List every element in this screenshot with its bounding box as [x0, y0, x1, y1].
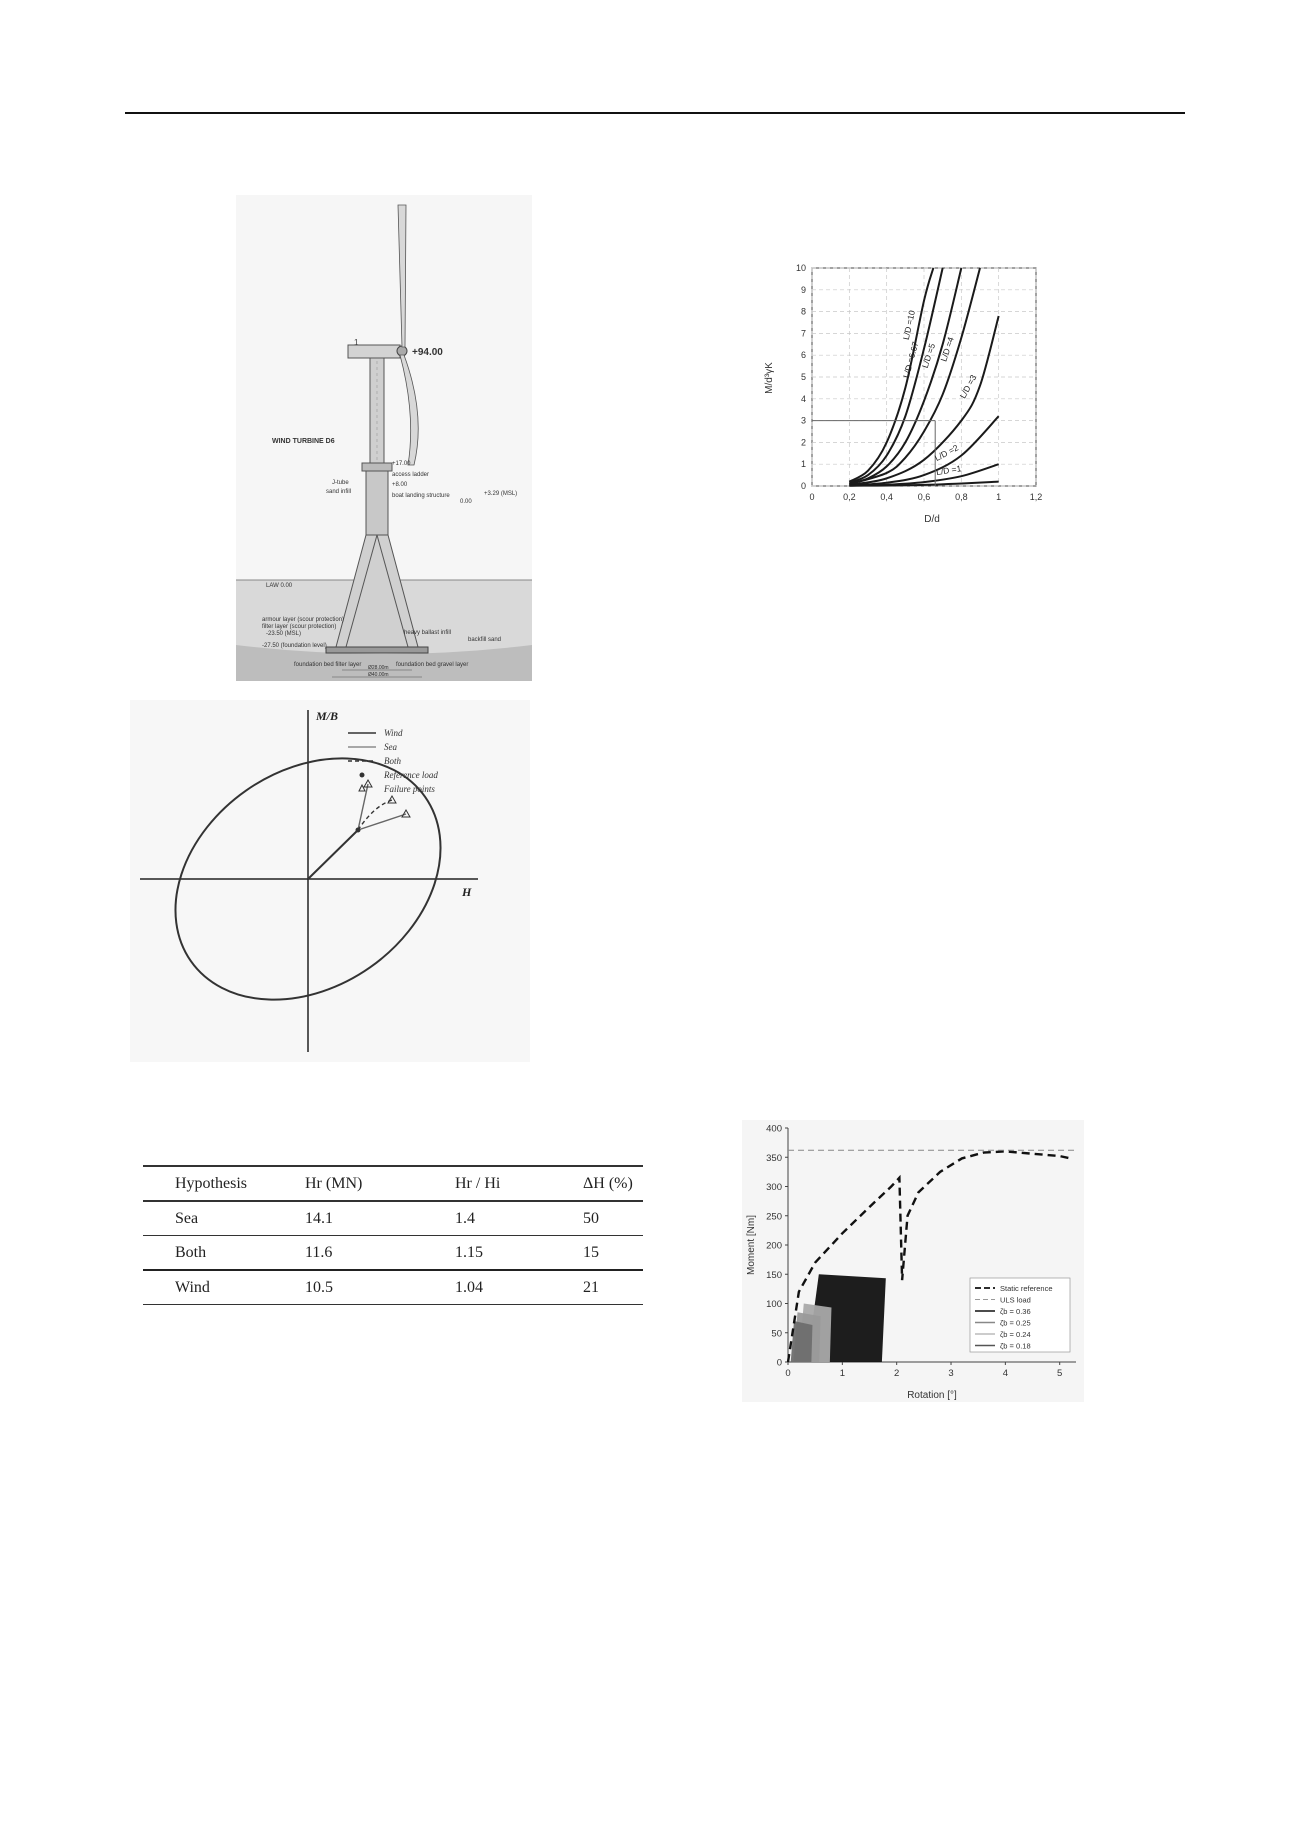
- label-bed-filter: foundation bed filter layer: [294, 662, 362, 668]
- chart1-ytick: 3: [800, 415, 806, 426]
- chart2-legend-label: Static reference: [1000, 1284, 1053, 1293]
- table-header-delta: ΔH (%): [583, 1174, 633, 1192]
- chart2-ylabel: Moment [Nm]: [746, 1214, 757, 1276]
- legend-sea: Sea: [384, 742, 397, 752]
- chart1-ylabel: M/d³γK: [764, 362, 775, 394]
- chart1-ytick: 9: [800, 284, 806, 295]
- legend-both: Both: [384, 756, 401, 766]
- label-dim2: Ø40.00m: [368, 672, 389, 678]
- chart2-ytick: 0: [776, 1357, 782, 1369]
- chart1-ytick: 10: [795, 263, 806, 273]
- chart1-xtick: 0: [809, 492, 815, 502]
- label-access-ladder: access ladder: [392, 472, 430, 478]
- chart1-series-label: L/D =4: [938, 335, 956, 363]
- header-rule: [125, 112, 1185, 114]
- table-cell: 1.4: [455, 1209, 475, 1227]
- chart1-ytick: 1: [800, 459, 806, 470]
- label-boat-landing: boat landing structure: [392, 493, 450, 499]
- table-cell: 1.15: [455, 1243, 483, 1261]
- chart2-ytick: 100: [766, 1299, 782, 1310]
- label-law: LAW 0.00: [266, 583, 293, 589]
- chart1-xlabel: D/d: [924, 514, 940, 525]
- chart2-ytick: 400: [766, 1123, 782, 1135]
- table-header-ratio: Hr / Hi: [455, 1174, 501, 1192]
- table-cell: 1.04: [455, 1278, 483, 1296]
- chart2-xtick: 2: [894, 1368, 900, 1379]
- chart1-series-label: L/D =2: [932, 442, 960, 464]
- chart2-legend-label: ζb = 0.36: [1000, 1307, 1031, 1316]
- chart2-xtick: 3: [948, 1368, 954, 1379]
- chart2-ytick: 200: [766, 1240, 782, 1252]
- label-foundation-level: -27.50 (foundation level): [262, 643, 327, 649]
- label-msl: +3.29 (MSL): [484, 491, 518, 497]
- chart1-xtick: 1,2: [1029, 492, 1043, 502]
- label-elev-msl: -23.50 (MSL): [266, 631, 302, 637]
- label-ballast: heavy ballast infill: [404, 630, 452, 636]
- moment-rotation-chart: [742, 1120, 1084, 1402]
- chart1-series-label: L/D =10: [900, 309, 917, 341]
- table-cell: Sea: [175, 1209, 199, 1227]
- label-bed-gravel: foundation bed gravel layer: [396, 662, 469, 668]
- turbine-title: WIND TURBINE D6: [272, 438, 335, 445]
- chart1-ytick: 8: [800, 306, 806, 317]
- elevation-top-label: +94.00: [412, 347, 443, 358]
- table-header-row: [143, 1166, 643, 1201]
- table-row: [143, 1270, 643, 1305]
- h-axis-label: H: [462, 885, 472, 899]
- chart2-ytick: 150: [766, 1269, 782, 1281]
- results-table: [143, 1165, 643, 1305]
- label-armour: armour layer (scour protection): [262, 617, 345, 623]
- label-elev-17: +17.00: [392, 461, 411, 467]
- chart1-xtick: 0,6: [917, 492, 931, 502]
- chart1-ytick: 7: [800, 328, 806, 339]
- chart2-xtick: 0: [785, 1368, 791, 1379]
- chart1-xtick: 0,2: [843, 492, 856, 502]
- chart1-ytick: 5: [800, 372, 806, 382]
- chart2-ytick: 350: [766, 1152, 782, 1164]
- legend-failure: Failure points: [384, 784, 435, 794]
- chart2-legend-label: ζb = 0.24: [1000, 1330, 1031, 1339]
- chart1-series-label: L/D =5: [919, 342, 938, 370]
- chart2-xtick: 1: [839, 1368, 845, 1379]
- chart1-series-label: L/D =3: [957, 373, 979, 401]
- table-cell: 10.5: [305, 1278, 333, 1296]
- chart2-ytick: 50: [771, 1328, 782, 1340]
- legend-reference: Reference load: [384, 770, 438, 780]
- legend-reference-swatch: [360, 773, 365, 778]
- label-j-tube: J-tube: [332, 480, 349, 486]
- table-cell: Both: [175, 1243, 207, 1261]
- table-cell: 14.1: [305, 1209, 333, 1227]
- chart2-xlabel: Rotation [°]: [907, 1390, 957, 1401]
- chart2-cyclic-block: [791, 1321, 813, 1362]
- chart1-xtick: 0,4: [880, 492, 893, 502]
- nacelle-mark: 1: [354, 338, 359, 347]
- table-cell: Wind: [175, 1278, 210, 1296]
- chart2-legend-label: ζb = 0.25: [1000, 1318, 1031, 1328]
- table-header-hypothesis: Hypothesis: [175, 1174, 247, 1192]
- chart2-ytick: 300: [766, 1182, 782, 1193]
- table-cell: 15: [583, 1243, 599, 1261]
- chart1-xtick: 1: [996, 492, 1002, 502]
- reference-load-point: [356, 828, 361, 833]
- label-dim1: Ø28.00m: [368, 665, 389, 671]
- chart1-xtick: 0,8: [955, 492, 968, 502]
- chart1-ytick: 4: [800, 393, 806, 404]
- label-zero: 0.00: [460, 499, 472, 505]
- table-cell: 50: [583, 1209, 599, 1227]
- label-filter: filter layer (scour protection): [262, 624, 337, 630]
- chart2-ytick: 250: [766, 1211, 782, 1223]
- mb-axis-label: M/B: [316, 709, 339, 723]
- table-cell: 21: [583, 1278, 599, 1296]
- table-row: [143, 1201, 643, 1236]
- chart2-xtick: 4: [1002, 1368, 1009, 1379]
- chart2-xtick: 5: [1057, 1368, 1063, 1379]
- interaction-diagram: [130, 700, 530, 1062]
- chart2-legend-label: ULS load: [1000, 1295, 1031, 1305]
- chart1-series-label: L/D =1: [935, 463, 962, 478]
- table-row: [143, 1236, 643, 1271]
- table-cell: 11.6: [305, 1243, 333, 1261]
- legend-wind: Wind: [384, 728, 403, 738]
- design-chart: [760, 258, 1080, 528]
- chart2-legend-label: ζb = 0.18: [1000, 1341, 1031, 1351]
- label-backfill: backfill sand: [468, 637, 502, 643]
- label-elev-8: +8.00: [392, 482, 408, 488]
- chart1-ytick: 6: [800, 350, 806, 361]
- turbine-figure: [236, 195, 532, 681]
- chart1-ytick: 2: [800, 437, 806, 448]
- table-header-hr: Hr (MN): [305, 1174, 363, 1192]
- chart1-ytick: 0: [800, 481, 806, 491]
- chart1-series-label: L/D =6.67: [900, 340, 921, 379]
- label-sand-infill: sand infill: [326, 489, 352, 495]
